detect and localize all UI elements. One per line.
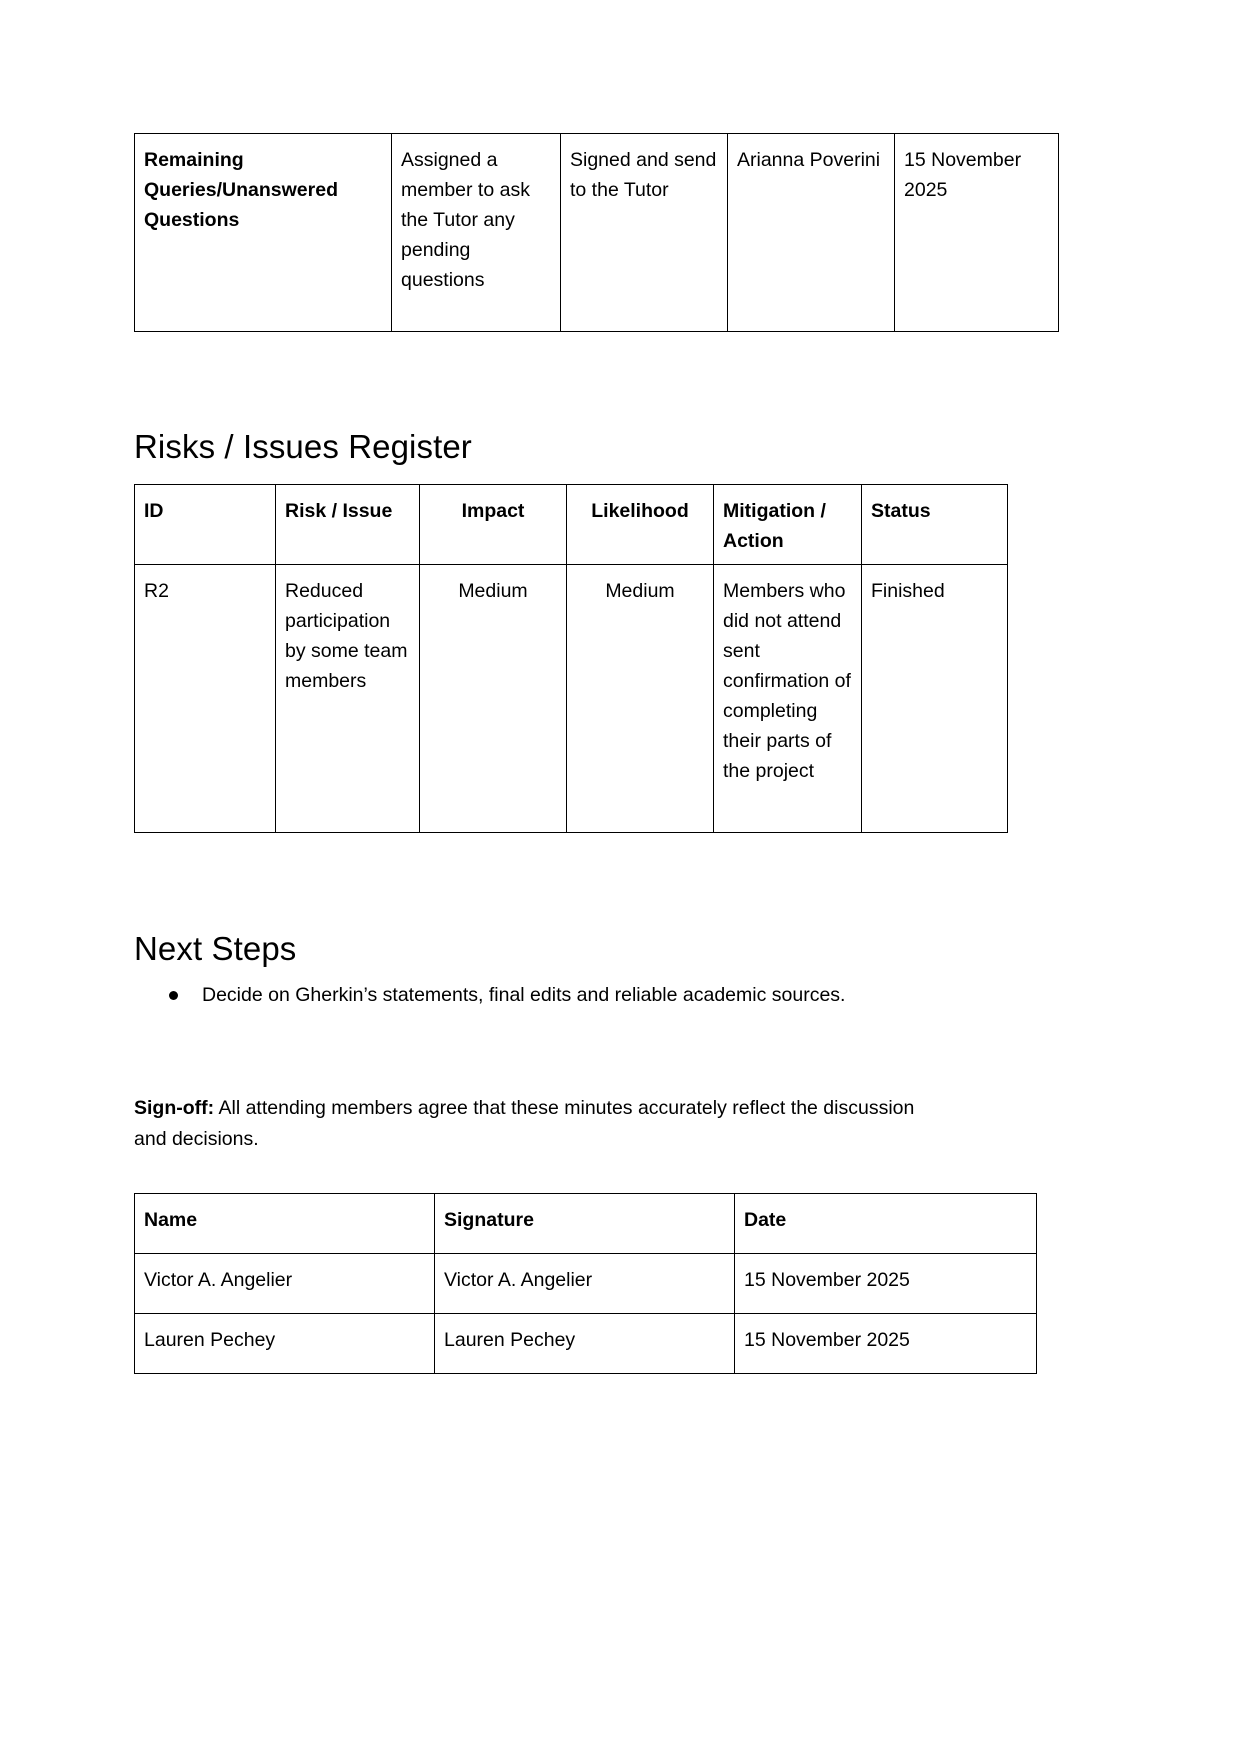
table-row — [135, 1254, 1037, 1314]
risk-description: Reduced participation by some team members — [276, 565, 420, 833]
sign-off-text: All attending members agree that these minutes accurately reflect the discussion and decisions. — [134, 1096, 915, 1150]
risk-impact: Medium — [420, 565, 567, 833]
column-header-name: Name — [135, 1194, 435, 1254]
column-header-date: Date — [735, 1194, 1037, 1254]
column-header-id: ID — [135, 485, 276, 565]
table-row — [135, 1314, 1037, 1374]
signatory-signature: Victor A. Angelier — [435, 1254, 735, 1314]
list-item — [134, 980, 979, 1010]
bullet-dot-icon — [169, 991, 178, 1000]
table-row — [135, 565, 1008, 833]
risk-id: R2 — [135, 565, 276, 833]
risk-mitigation-action: Members who did not attend sent confirmation of completing their parts of the project — [714, 565, 862, 833]
action-item-topic: Remaining Queries/Unanswered Questions — [135, 134, 392, 332]
action-item-owner: Arianna Poverini — [728, 134, 895, 332]
table-header-row — [135, 1194, 1037, 1254]
column-header-mitigation-action: Mitigation / Action — [714, 485, 862, 565]
action-item-action: Assigned a member to ask the Tutor any pending questions — [392, 134, 561, 332]
action-items-table — [134, 133, 1059, 332]
next-steps-list — [134, 980, 979, 1010]
signatures-table — [134, 1193, 1037, 1374]
signatory-name: Lauren Pechey — [135, 1314, 435, 1374]
next-steps-heading: Next Steps — [134, 930, 297, 967]
risk-likelihood: Medium — [567, 565, 714, 833]
table-header-row — [135, 485, 1008, 565]
column-header-impact: Impact — [420, 485, 567, 565]
action-item-outcome: Signed and send to the Tutor — [561, 134, 728, 332]
signatory-date: 15 November 2025 — [735, 1314, 1037, 1374]
signatory-name: Victor A. Angelier — [135, 1254, 435, 1314]
column-header-risk-issue: Risk / Issue — [276, 485, 420, 565]
risks-register-table — [134, 484, 1008, 833]
next-step-text: Decide on Gherkin’s statements, final edits and reliable academic sources. — [202, 984, 846, 1006]
signatory-signature: Lauren Pechey — [435, 1314, 735, 1374]
risks-section-heading: Risks / Issues Register — [134, 428, 472, 465]
sign-off-label: Sign-off: — [134, 1096, 215, 1119]
column-header-signature: Signature — [435, 1194, 735, 1254]
column-header-likelihood: Likelihood — [567, 485, 714, 565]
action-item-date: 15 November 2025 — [895, 134, 1059, 332]
table-row — [135, 134, 1059, 332]
sign-off-paragraph — [134, 1093, 934, 1155]
signatory-date: 15 November 2025 — [735, 1254, 1037, 1314]
column-header-status: Status — [862, 485, 1008, 565]
risk-status: Finished — [862, 565, 1008, 833]
